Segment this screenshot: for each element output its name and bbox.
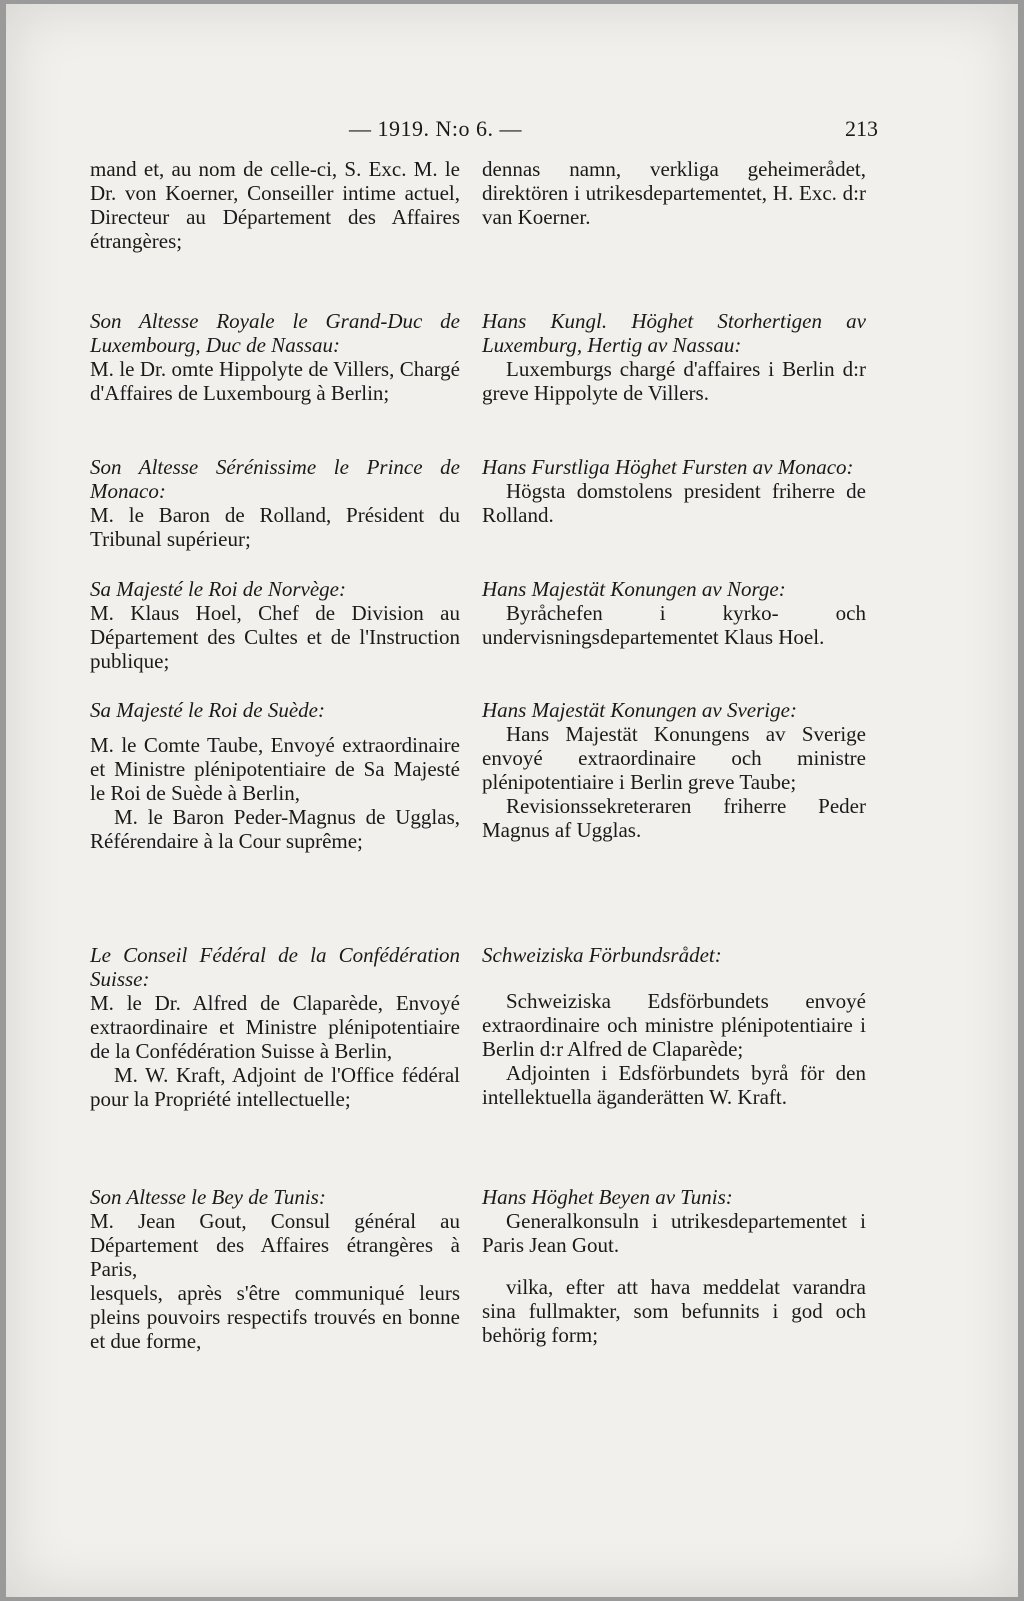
sv-sweden-block xyxy=(482,698,866,842)
sv-plenipotentiary: Luxemburgs chargé d'affaires i Berlin d:r greve Hippolyte de Villers. xyxy=(482,357,866,405)
fr-party-heading: Sa Majesté le Roi de Norvège: xyxy=(90,577,346,601)
fr-norway-block xyxy=(90,577,460,673)
sv-party-heading: Hans Furstliga Höghet Fursten av Monaco: xyxy=(482,455,854,479)
sv-luxembourg-block xyxy=(482,309,866,405)
sv-party-heading: Hans Majestät Konungen av Norge: xyxy=(482,577,786,601)
sv-plenipotentiary: Adjointen i Edsförbundets byrå för den intellektuella äganderätten W. Kraft. xyxy=(482,1061,866,1109)
sv-plenipotentiary: Byråchefen i kyrko- och undervisningsdepartementet Klaus Hoel. xyxy=(482,601,866,649)
fr-plenipotentiary: M. Klaus Hoel, Chef de Division au Département des Cultes et de l'Instruction publique; xyxy=(90,601,460,673)
fr-plenipotentiary: M. Jean Gout, Consul général au Département des Affaires étrangères à Paris, xyxy=(90,1209,460,1281)
sv-party-heading: Schweiziska Förbundsrådet: xyxy=(482,943,722,967)
fr-plenipotentiary: M. le Baron de Rolland, Président du Tribunal supérieur; xyxy=(90,503,460,551)
fr-plenipotentiary: M. le Dr. Alfred de Claparède, Envoyé extraordinaire et Ministre plénipotentiaire de la Confédération Suisse à Berlin, xyxy=(90,991,460,1063)
fr-plenipotentiary: M. le Comte Taube, Envoyé extraordinaire et Ministre plénipotentiaire de Sa Majesté le Roi de Suède à Berlin, xyxy=(90,733,460,805)
sv-party-heading: Hans Höghet Beyen av Tunis: xyxy=(482,1185,733,1209)
fr-closing-paragraph: lesquels, après s'être communiqué leurs pleins pouvoirs respectifs trouvés en bonne et due forme, xyxy=(90,1281,460,1353)
sv-closing-paragraph: vilka, efter att hava meddelat varandra sina fullmakter, som befunnits i god och behörig form; xyxy=(482,1275,866,1347)
fr-party-heading: Son Altesse le Bey de Tunis: xyxy=(90,1185,326,1209)
running-head: — 1919. N:o 6. — xyxy=(349,116,522,141)
sv-switzerland-block xyxy=(482,943,866,1109)
fr-plenipotentiary: M. W. Kraft, Adjoint de l'Office fédéral pour la Propriété intellectuelle; xyxy=(90,1063,460,1111)
fr-switzerland-block xyxy=(90,943,460,1111)
fr-party-heading: Le Conseil Fédéral de la Confédération Suisse: xyxy=(90,943,460,991)
fr-monaco-block xyxy=(90,455,460,551)
sv-tunis-block xyxy=(482,1185,866,1347)
sv-plenipotentiary: Revisionssekreteraren friherre Peder Magnus af Ugglas. xyxy=(482,794,866,842)
sv-intro-block xyxy=(482,157,866,229)
sv-norway-block xyxy=(482,577,866,649)
fr-luxembourg-block xyxy=(90,309,460,405)
sv-plenipotentiary: Generalkonsuln i utrikesdepartementet i Paris Jean Gout. xyxy=(482,1209,866,1257)
fr-sweden-block xyxy=(90,698,460,853)
sv-plenipotentiary: Hans Majestät Konungens av Sverige envoyé extraordinaire och ministre plénipotentiaire i Berlin greve Taube; xyxy=(482,722,866,794)
sv-party-heading: Hans Majestät Konungen av Sverige: xyxy=(482,698,797,722)
document-page xyxy=(6,4,1018,1597)
page-number: 213 xyxy=(845,116,878,141)
fr-party-heading: Son Altesse Sérénissime le Prince de Monaco: xyxy=(90,455,460,503)
sv-plenipotentiary: Högsta domstolens president friherre de Rolland. xyxy=(482,479,866,527)
sv-monaco-block xyxy=(482,455,866,527)
fr-party-heading: Son Altesse Royale le Grand-Duc de Luxembourg, Duc de Nassau: xyxy=(90,309,460,357)
sv-paragraph: dennas namn, verkliga geheimerådet, direktören i utrikesdepartementet, H. Exc. d:r van Koerner. xyxy=(482,157,866,229)
fr-party-heading: Sa Majesté le Roi de Suède: xyxy=(90,698,325,722)
sv-party-heading: Hans Kungl. Höghet Storhertigen av Luxemburg, Hertig av Nassau: xyxy=(482,309,866,357)
fr-plenipotentiary: M. le Baron Peder-Magnus de Ugglas, Référendaire à la Cour suprême; xyxy=(90,805,460,853)
sv-plenipotentiary: Schweiziska Edsförbundets envoyé extraordinaire och ministre plénipotentiaire i Berlin d:r Alfred de Claparède; xyxy=(482,989,866,1061)
page-header xyxy=(6,116,1018,146)
fr-paragraph: mand et, au nom de celle-ci, S. Exc. M. le Dr. von Koerner, Conseiller intime actuel, Directeur au Département des Affaires étrangères; xyxy=(90,157,460,253)
fr-plenipotentiary: M. le Dr. omte Hippolyte de Villers, Chargé d'Affaires de Luxembourg à Berlin; xyxy=(90,357,460,405)
fr-tunis-block xyxy=(90,1185,460,1353)
fr-intro-block xyxy=(90,157,460,253)
